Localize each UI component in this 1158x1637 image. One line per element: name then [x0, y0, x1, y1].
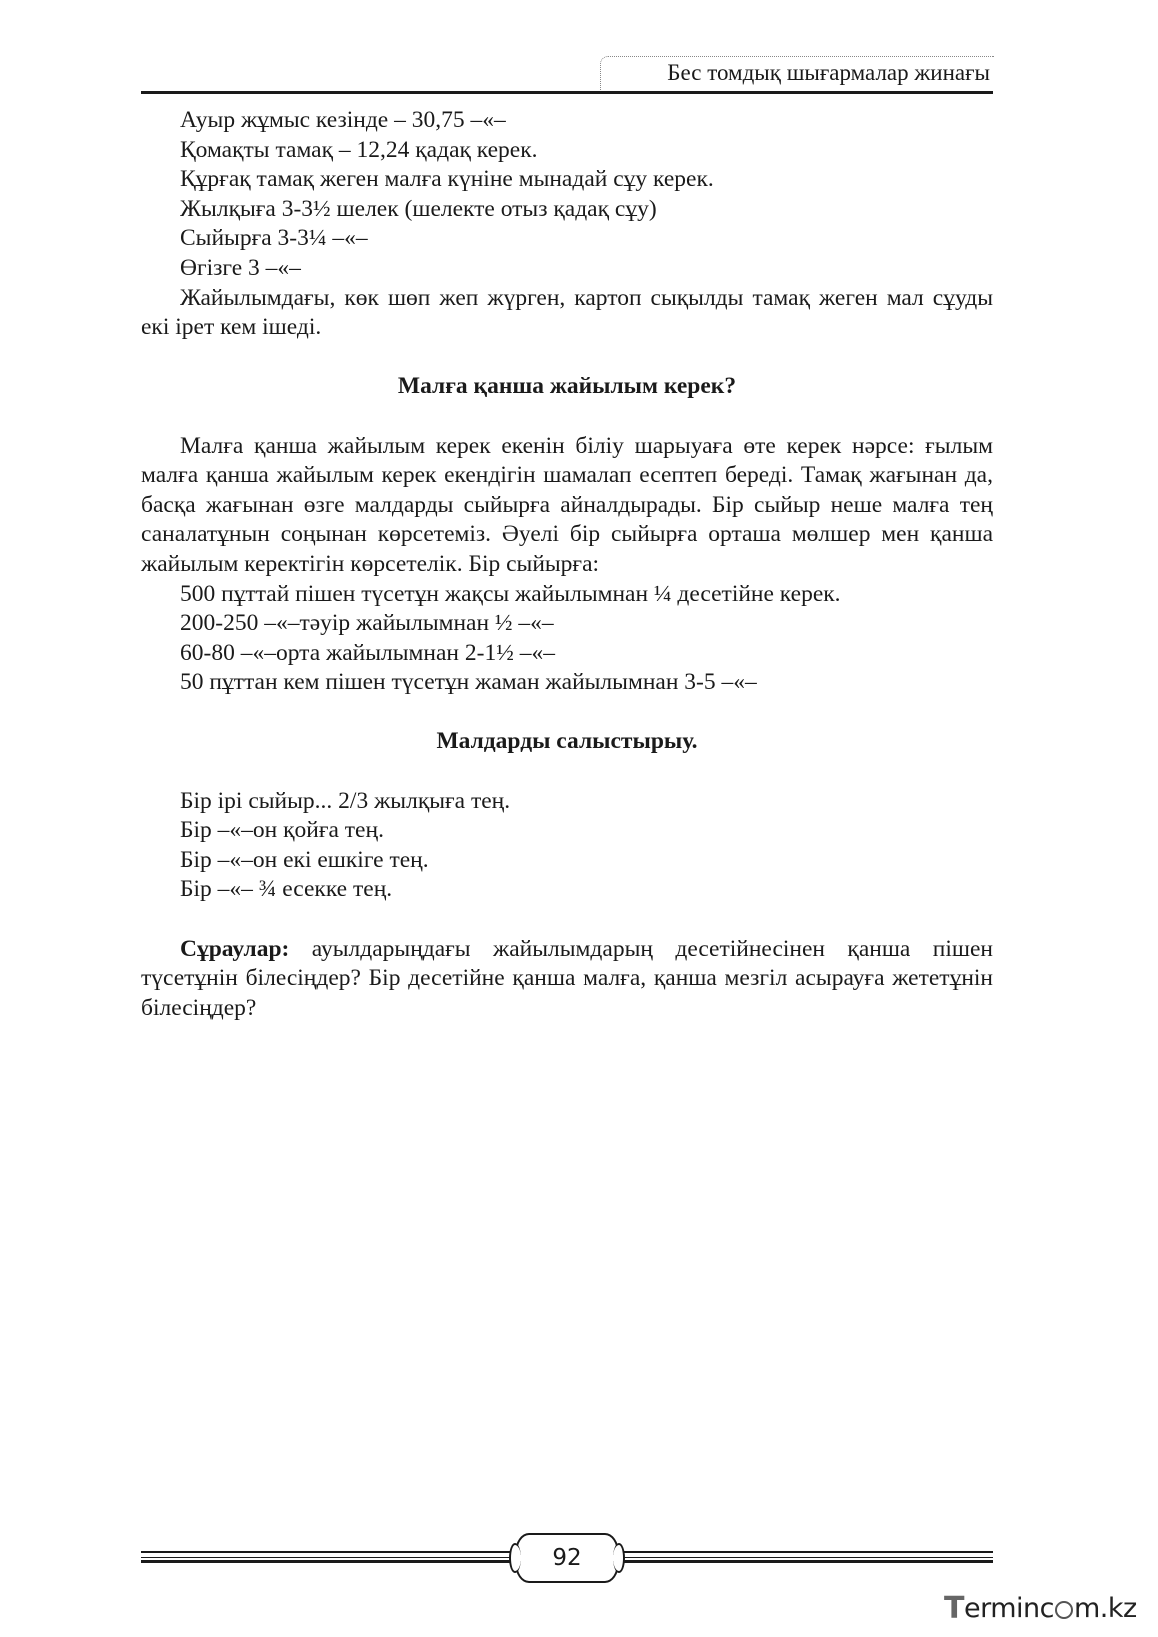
text-line: Бір –«–он екі ешкіге тең.	[180, 846, 429, 873]
text-line: 60-80 –«–орта жайылымнан 2-1½ –«–	[180, 639, 555, 666]
page-number: 92	[552, 1545, 582, 1571]
text-line: Сыйырға 3-3¼ –«–	[180, 225, 368, 252]
running-header: Бес томдық шығармалар жинағы	[667, 60, 990, 85]
page-body	[141, 106, 993, 1023]
text-line: 500 пұттай пішен түсетұн жақсы жайылымнан ¼ десетійне керек.	[180, 580, 841, 607]
text-line: Қомақты тамақ – 12,24 қадақ керек.	[180, 136, 538, 163]
text-line: 200-250 –«–тәуір жайылымнан ½ –«–	[180, 610, 554, 637]
questions-paragraph	[141, 935, 993, 1024]
watermark-text-1: ermin	[963, 1592, 1040, 1624]
header-rule	[141, 91, 993, 94]
questions-text: ауылдарыңдағы жайылымдарың десетійнесінен қанша пішен түсетұнін білесіңдер? Бір десетійне қанша малға, қанша мезгіл асырауға жететұнін білесіңдер?	[141, 935, 993, 1021]
text-line: Бір –«–он қойға тең.	[180, 817, 384, 844]
text-line: Өгізге 3 –«–	[180, 254, 301, 281]
section-heading-pasture: Малға қанша жайылым керек?	[397, 373, 737, 400]
text-line: Ауыр жұмыс кезінде – 30,75 –«–	[180, 107, 506, 133]
text-line: Жылқыға 3-3½ шелек (шелекте отыз қадақ сұу)	[180, 195, 657, 222]
paragraph-pasture-need: Малға қанша жайылым керек екенін білiу шарыуаға өте керек нәрсе: ғылым малға қанша жайылым керек екендігін шамалап есептеп береді. Тамақ жағынан да, басқа жағынан өзге малдарды сыйырға айналдырады. Бір сыйыр неше малға тең саналатұнын соңынан көрсетеміз. Әуелі бір сыйырға орташа мөлшер мен қанша жайылым керектігін көрсетелік. Бір сыйырға:	[141, 432, 993, 577]
text-line: Бір ірі сыйыр... 2/3 жылқыға тең.	[180, 787, 511, 814]
text-line: 50 пұттан кем пішен түсетұн жаман жайылымнан 3-5 –«–	[180, 669, 757, 696]
watermark-text-3: m.kz	[1073, 1592, 1137, 1624]
magnifier-icon	[1055, 1601, 1073, 1619]
watermark-logo	[944, 1588, 1144, 1628]
paragraph-pasture: Жайылымдағы, көк шөп жеп жүрген, картоп сықылды тамақ жеген мал сұуды екі ірет кем ішеді.	[141, 284, 993, 341]
questions-label: Сұраулар:	[180, 935, 290, 962]
watermark-t: T	[944, 1590, 964, 1626]
text-line: Құрғақ тамақ жеген малға күніне мынадай сұу керек.	[180, 166, 714, 193]
watermark-text-2: c	[1039, 1592, 1054, 1624]
text-line: Бір –«– ¾ есекке тең.	[180, 876, 393, 903]
page-number-box	[515, 1533, 619, 1583]
section-heading-comparison: Малдарды салыстырыу.	[436, 728, 698, 755]
